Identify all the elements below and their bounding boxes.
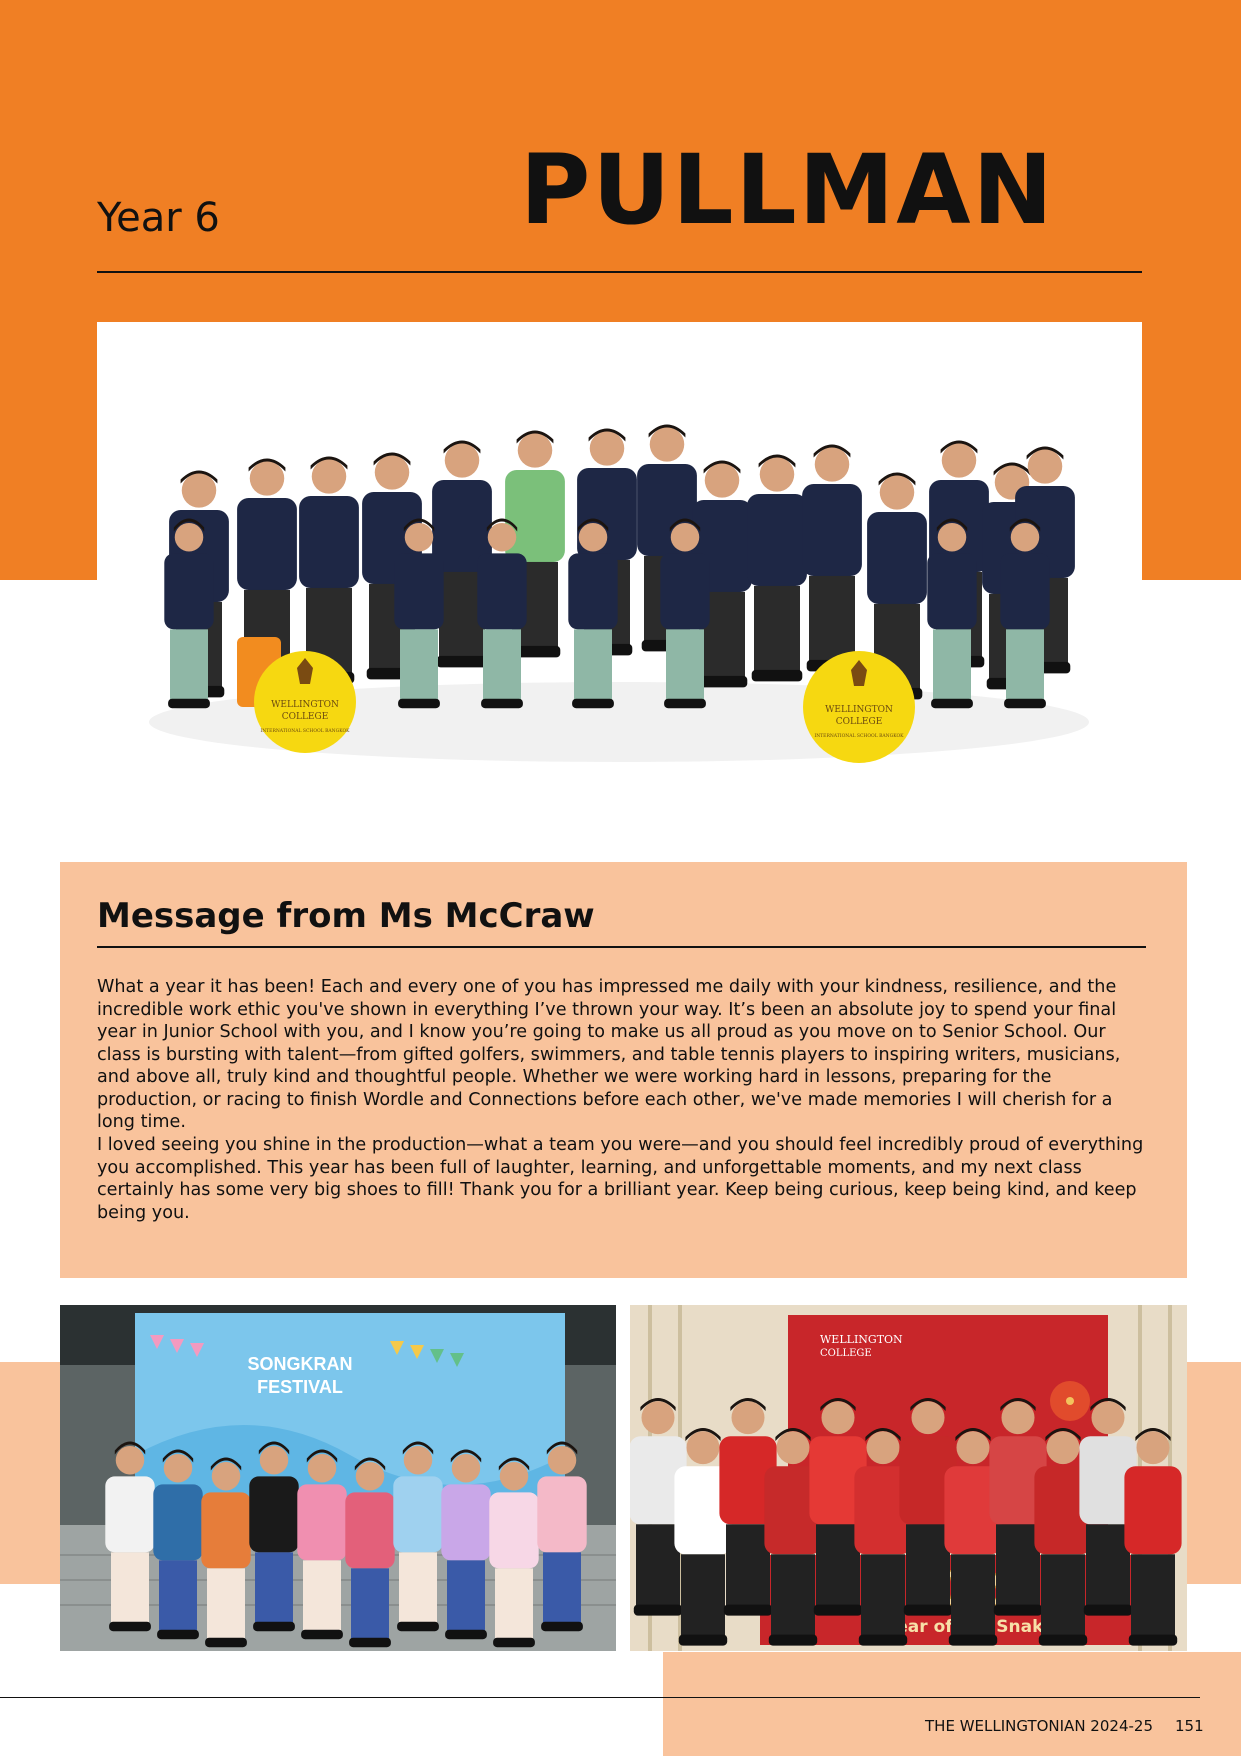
footer-publication: THE WELLINGTONIAN 2024-25 (925, 1717, 1153, 1735)
page-number: 151 (1174, 1717, 1204, 1735)
peach-accent-left (0, 1362, 60, 1584)
year-label: Year 6 (97, 195, 220, 241)
class-photo (97, 322, 1142, 850)
message-paragraph-1: What a year it has been! Each and every one of you has impressed me daily with your kindness, resilience, and the incredible work ethic you've shown in everything I’ve thrown your way. It’s been an absolute joy to spend your final year in Junior School with you, and I know you’re going to make us all proud as you move on to Senior School. Our class is bursting with talent—from gifted golfers, swimmers, and table tennis players to inspiring writers, musicians, and above all, truly kind and thoughtful people. Whether we were working hard in lessons, preparing for the production, or racing to finish Wordle and Connections before each other, we've made memories I will cherish for a long time. (97, 977, 1121, 1132)
message-divider (97, 946, 1146, 948)
songkran-festival-photo (60, 1305, 616, 1651)
chinese-new-year-photo (630, 1305, 1187, 1651)
house-title: PULLMAN (520, 134, 1055, 246)
crest-text-right-2: COLLEGE (835, 717, 883, 727)
message-heading: Message from Ms McCraw (97, 896, 595, 936)
crest-seat-right (803, 651, 915, 763)
message-box (60, 862, 1187, 1278)
crest-text-left: WELLINGTON (271, 700, 339, 710)
songkran-banner-line2: FESTIVAL (257, 1377, 343, 1397)
footer-divider (0, 1697, 1200, 1698)
crest-text-right-3: INTERNATIONAL SCHOOL BANGKOK (814, 734, 904, 739)
songkran-banner-line1: SONGKRAN (247, 1354, 353, 1374)
cny-banner-logo-line1: WELLINGTON (820, 1333, 903, 1346)
crest-text-left-3: INTERNATIONAL SCHOOL BANGKOK (260, 729, 350, 734)
cny-caption: Year of Snake (885, 1617, 1055, 1637)
crest-text-right: WELLINGTON (825, 705, 893, 715)
message-paragraph-2: I loved seeing you shine in the production—what a team you were—and you should feel incredibly proud of everything you accomplished. This year has been full of laughter, learning, and unforgettable moments, and my next class certainly has some very big shoes to fill! Thank you for a brilliant year. Keep being curious, keep being kind, and keep being you. (97, 1135, 1144, 1223)
peach-accent-right (1184, 1362, 1241, 1584)
crest-text-left-2: COLLEGE (281, 712, 329, 722)
cny-banner-logo-line2: COLLEGE (820, 1348, 872, 1359)
footer (925, 1719, 1204, 1734)
peach-accent-bottom (663, 1652, 1241, 1756)
header-divider (97, 271, 1142, 273)
